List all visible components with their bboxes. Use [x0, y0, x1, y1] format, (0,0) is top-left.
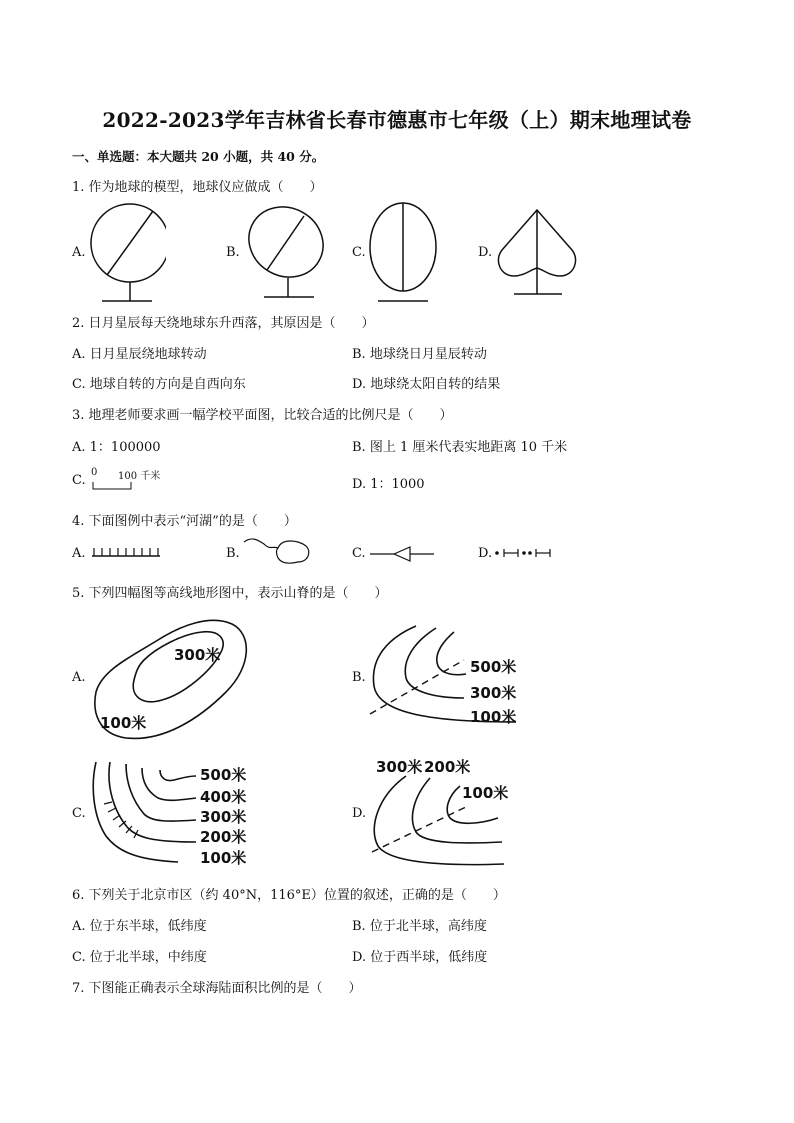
globe-figure-a [86, 200, 166, 304]
contour-c-label-1: 400米 [200, 788, 247, 806]
q3-option-c-label[interactable]: C. [72, 473, 86, 488]
q3-option-a[interactable]: A. 1：100000 [72, 440, 161, 455]
contour-d-label-0: 300米 [376, 758, 423, 776]
q1-option-a-label[interactable]: A. [72, 245, 86, 260]
contour-c-label-3: 200米 [200, 828, 247, 846]
q6-option-d[interactable]: D. 位于西半球，低纬度 [352, 950, 488, 965]
symbol-boundary-dash-dot [494, 546, 554, 560]
contour-map-c [88, 758, 258, 868]
q2-option-d[interactable]: D. 地球绕太阳自转的结果 [352, 377, 501, 392]
contour-map-b [366, 622, 536, 732]
contour-d-label-2: 100米 [462, 784, 509, 802]
q1-option-c-label[interactable]: C. [352, 245, 366, 260]
q5-option-b-label[interactable]: B. [352, 670, 366, 685]
contour-map-a [86, 612, 256, 746]
q1-option-b-label[interactable]: B. [226, 245, 240, 260]
scale-start-label: 0 [91, 467, 98, 478]
contour-b-label-0: 500米 [470, 658, 517, 676]
q6-option-c[interactable]: C. 位于北半球，中纬度 [72, 950, 207, 965]
q2-option-c[interactable]: C. 地球自转的方向是自西向东 [72, 377, 246, 392]
symbol-railway-ticks [90, 544, 164, 560]
section-heading: 一、单选题：本大题共 20 小题，共 40 分。 [72, 149, 325, 164]
q3-option-b[interactable]: B. 图上 1 厘米代表实地距离 10 千米 [352, 440, 568, 455]
q6-option-b[interactable]: B. 位于北半球，高纬度 [352, 919, 487, 934]
scale-end-label: 100 千米 [118, 471, 161, 482]
question-3-stem: 3. 地理老师要求画一幅学校平面图，比较合适的比例尺是（ ） [72, 408, 453, 423]
question-7-stem: 7. 下图能正确表示全球海陆面积比例的是（ ） [72, 981, 362, 996]
question-1-stem: 1. 作为地球的模型，地球仪应做成（ ） [72, 180, 323, 195]
contour-c-label-4: 100米 [200, 849, 247, 867]
q5-option-d-label[interactable]: D. [352, 806, 367, 821]
line-scale-bar [92, 481, 136, 491]
q5-option-c-label[interactable]: C. [72, 806, 86, 821]
q4-option-a-label[interactable]: A. [72, 546, 86, 561]
contour-b-label-1: 300米 [470, 684, 517, 702]
q6-option-a[interactable]: A. 位于东半球，低纬度 [72, 919, 207, 934]
q1-option-d-label[interactable]: D. [478, 245, 493, 260]
contour-c-label-0: 500米 [200, 766, 247, 784]
symbol-river-lake [242, 534, 314, 568]
globe-figure-d [494, 204, 582, 298]
q4-option-d-label[interactable]: D. [478, 546, 493, 561]
contour-map-d [368, 756, 518, 872]
question-4-stem: 4. 下面图例中表示“河湖”的是（ ） [72, 514, 297, 529]
contour-c-label-2: 300米 [200, 808, 247, 826]
question-6-stem: 6. 下列关于北京市区（约 40°N，116°E）位置的叙述，正确的是（ ） [72, 888, 506, 903]
q4-option-c-label[interactable]: C. [352, 546, 366, 561]
globe-figure-b [240, 200, 330, 304]
q5-option-a-label[interactable]: A. [72, 670, 86, 685]
contour-a-label-1: 100米 [100, 714, 147, 732]
page-title: 2022-2023学年吉林省长春市德惠市七年级（上）期末地理试卷 [102, 108, 692, 132]
question-5-stem: 5. 下列四幅图等高线地形图中，表示山脊的是（ ） [72, 586, 388, 601]
contour-b-label-2: 100米 [470, 708, 517, 726]
q3-option-d[interactable]: D. 1：1000 [352, 477, 425, 492]
q2-option-a[interactable]: A. 日月星辰绕地球转动 [72, 347, 207, 362]
symbol-arrow-line [368, 544, 436, 564]
contour-a-label-0: 300米 [174, 646, 221, 664]
globe-figure-c [366, 200, 442, 304]
q4-option-b-label[interactable]: B. [226, 546, 240, 561]
q2-option-b[interactable]: B. 地球绕日月星辰转动 [352, 347, 487, 362]
contour-d-label-1: 200米 [424, 758, 471, 776]
question-2-stem: 2. 日月星辰每天绕地球东升西落，其原因是（ ） [72, 316, 375, 331]
